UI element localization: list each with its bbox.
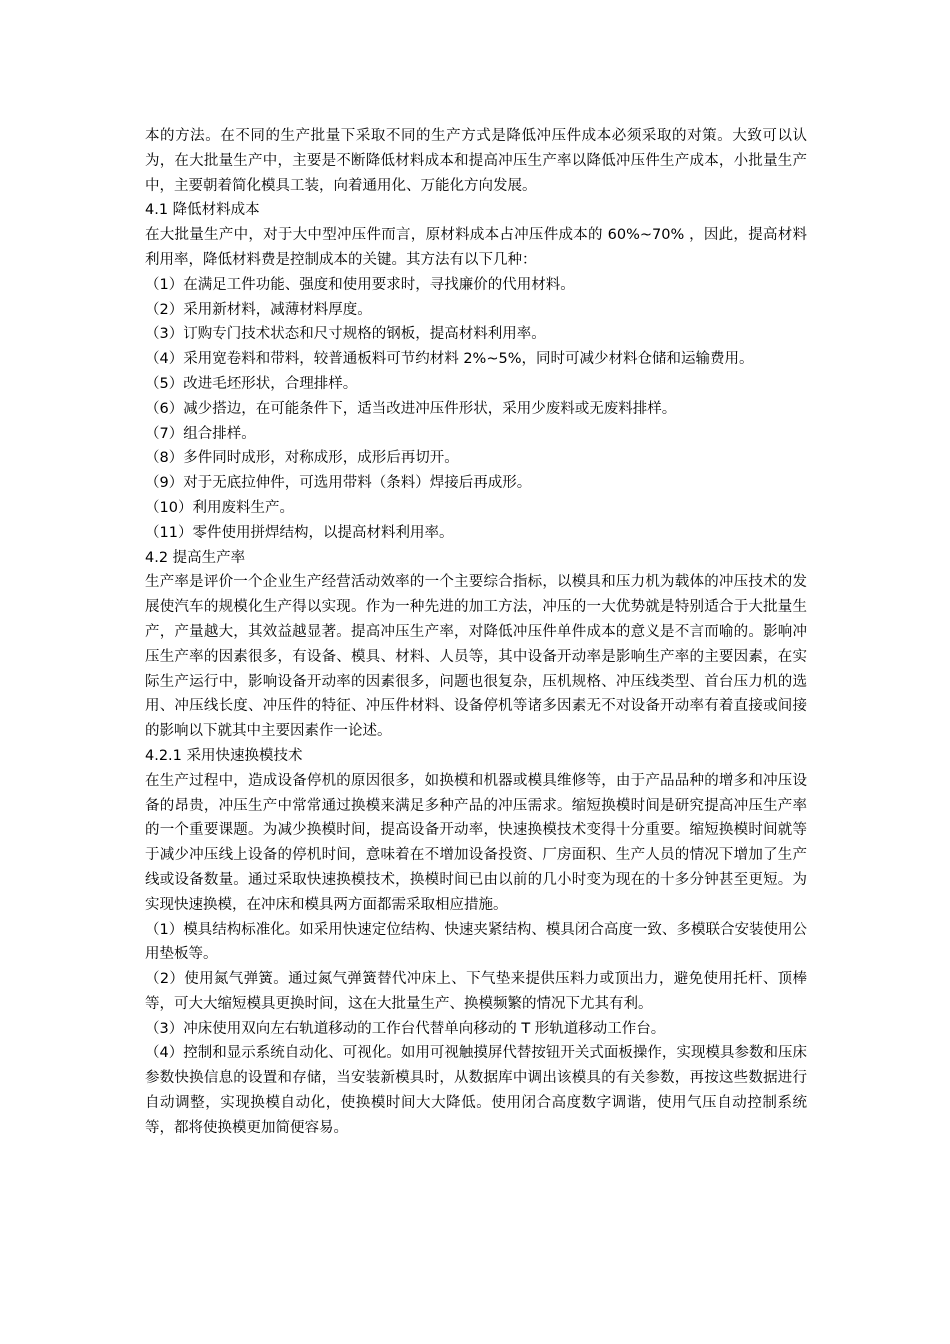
measure-item-3: （3）冲床使用双向左右轨道移动的工作台代替单向移动的 T 形轨道移动工作台。: [145, 1020, 666, 1037]
list-item-9: （9）对于无底拉伸件，可选用带料（条料）焊接后再成形。: [145, 475, 532, 492]
list-item-3: （3）订购专门技术状态和尺寸规格的钢板，提高材料利用率。: [145, 326, 546, 343]
list-item-10: （10）利用废料生产。: [145, 499, 294, 516]
list-item-5: （5）改进毛坯形状，合理排样。: [145, 375, 358, 392]
paragraph-productivity: 生产率是评价一个企业生产经营活动效率的一个主要综合指标，以模具和压力机为载体的冲压技术的发展使汽车的规模化生产得以实现。作为一种先进的加工方法，冲压的一大优势就是特别适合于大批量生产，产量越大，其效益越显著。提高冲压生产率，对降低冲压件单件成本的意义是不言而喻的。影响冲压生产率的因素很多，有设备、模具、材料、人员等，其中设备开动率是影响生产率的主要因素，在实际生产运行中，影响设备开动率的因素很多，问题也很复杂，压机规格、冲压线类型、首台压力机的选用、冲压线长度、冲压件的特征、冲压件材料、设备停机等诸多因素无不对设备开动率有着直接或间接的影响以下就其中主要因素作一论述。: [145, 574, 807, 740]
section-heading-4-2-1: 4.2.1 采用快速换模技术: [145, 747, 303, 764]
measure-item-2: （2）使用氮气弹簧。通过氮气弹簧替代冲床上、下气垫来提供压料力或顶出力，避免使用托杆、顶棒等，可大大缩短模具更换时间，这在大批量生产、换模频繁的情况下尤其有利。: [145, 971, 807, 1012]
measure-item-1: （1）模具结构标准化。如采用快速定位结构、快速夹紧结构、模具闭合高度一致、多模联合安装使用公用垫板等。: [145, 921, 807, 963]
paragraph-intro-continued: 本的方法。在不同的生产批量下采取不同的生产方式是降低冲压件成本必须采取的对策。大致可以认为，在大批量生产中，主要是不断降低材料成本和提高冲压生产率以降低冲压件生产成本，小批量生产中，主要朝着简化模具工装，向着通用化、万能化方向发展。: [145, 128, 807, 194]
list-item-7: （7）组合排样。: [145, 425, 256, 442]
section-heading-4-2: 4.2 提高生产率: [145, 549, 246, 566]
list-item-2: （2）采用新材料，减薄材料厚度。: [145, 301, 372, 318]
list-item-4: （4）采用宽卷料和带料，较普通板料可节约材料 2%~5%，同时可减少材料仓储和运输费用。: [145, 351, 754, 368]
measure-item-4: （4）控制和显示系统自动化、可视化。如用可视触摸屏代替按钮开关式面板操作，实现模具参数和压床参数快换信息的设置和存储，当安装新模具时，从数据库中调出该模具的有关参数，再按这些数据进行自动调整，实现换模自动化，使换模时间大大降低。使用闭合高度数字调谐，使用气压自动控制系统等，都将使换模更加简便容易。: [145, 1045, 807, 1136]
section-heading-4-1: 4.1 降低材料成本: [145, 202, 260, 219]
list-item-8: （8）多件同时成形，对称成形，成形后再切开。: [145, 450, 459, 467]
list-item-1: （1）在满足工件功能、强度和使用要求时，寻找廉价的代用材料。: [145, 276, 575, 293]
paragraph-material-cost: 在大批量生产中，对于大中型冲压件而言，原材料成本占冲压件成本的 60%~70% ，因此，提高材料利用率，降低材料费是控制成本的关键。其方法有以下几种：: [145, 227, 807, 268]
list-item-6: （6）减少搭边，在可能条件下，适当改进冲压件形状，采用少废料或无废料排样。: [145, 400, 677, 417]
document-body: [145, 124, 807, 1141]
list-item-11: （11）零件使用拼焊结构，以提高材料利用率。: [145, 524, 454, 541]
paragraph-quick-die-change: 在生产过程中，造成设备停机的原因很多，如换模和机器或模具维修等，由于产品品种的增多和冲压设备的昂贵，冲压生产中常常通过换模来满足多种产品的冲压需求。缩短换模时间是研究提高冲压生产率的一个重要课题。为减少换模时间，提高设备开动率，快速换模技术变得十分重要。缩短换模时间就等于减少冲压线上设备的停机时间，意味着在不增加设备投资、厂房面积、生产人员的情况下增加了生产线或设备数量。通过采取快速换模技术，换模时间已由以前的几小时变为现在的十多分钟甚至更短。为实现快速换模，在冲床和模具两方面都需采取相应措施。: [145, 772, 807, 913]
